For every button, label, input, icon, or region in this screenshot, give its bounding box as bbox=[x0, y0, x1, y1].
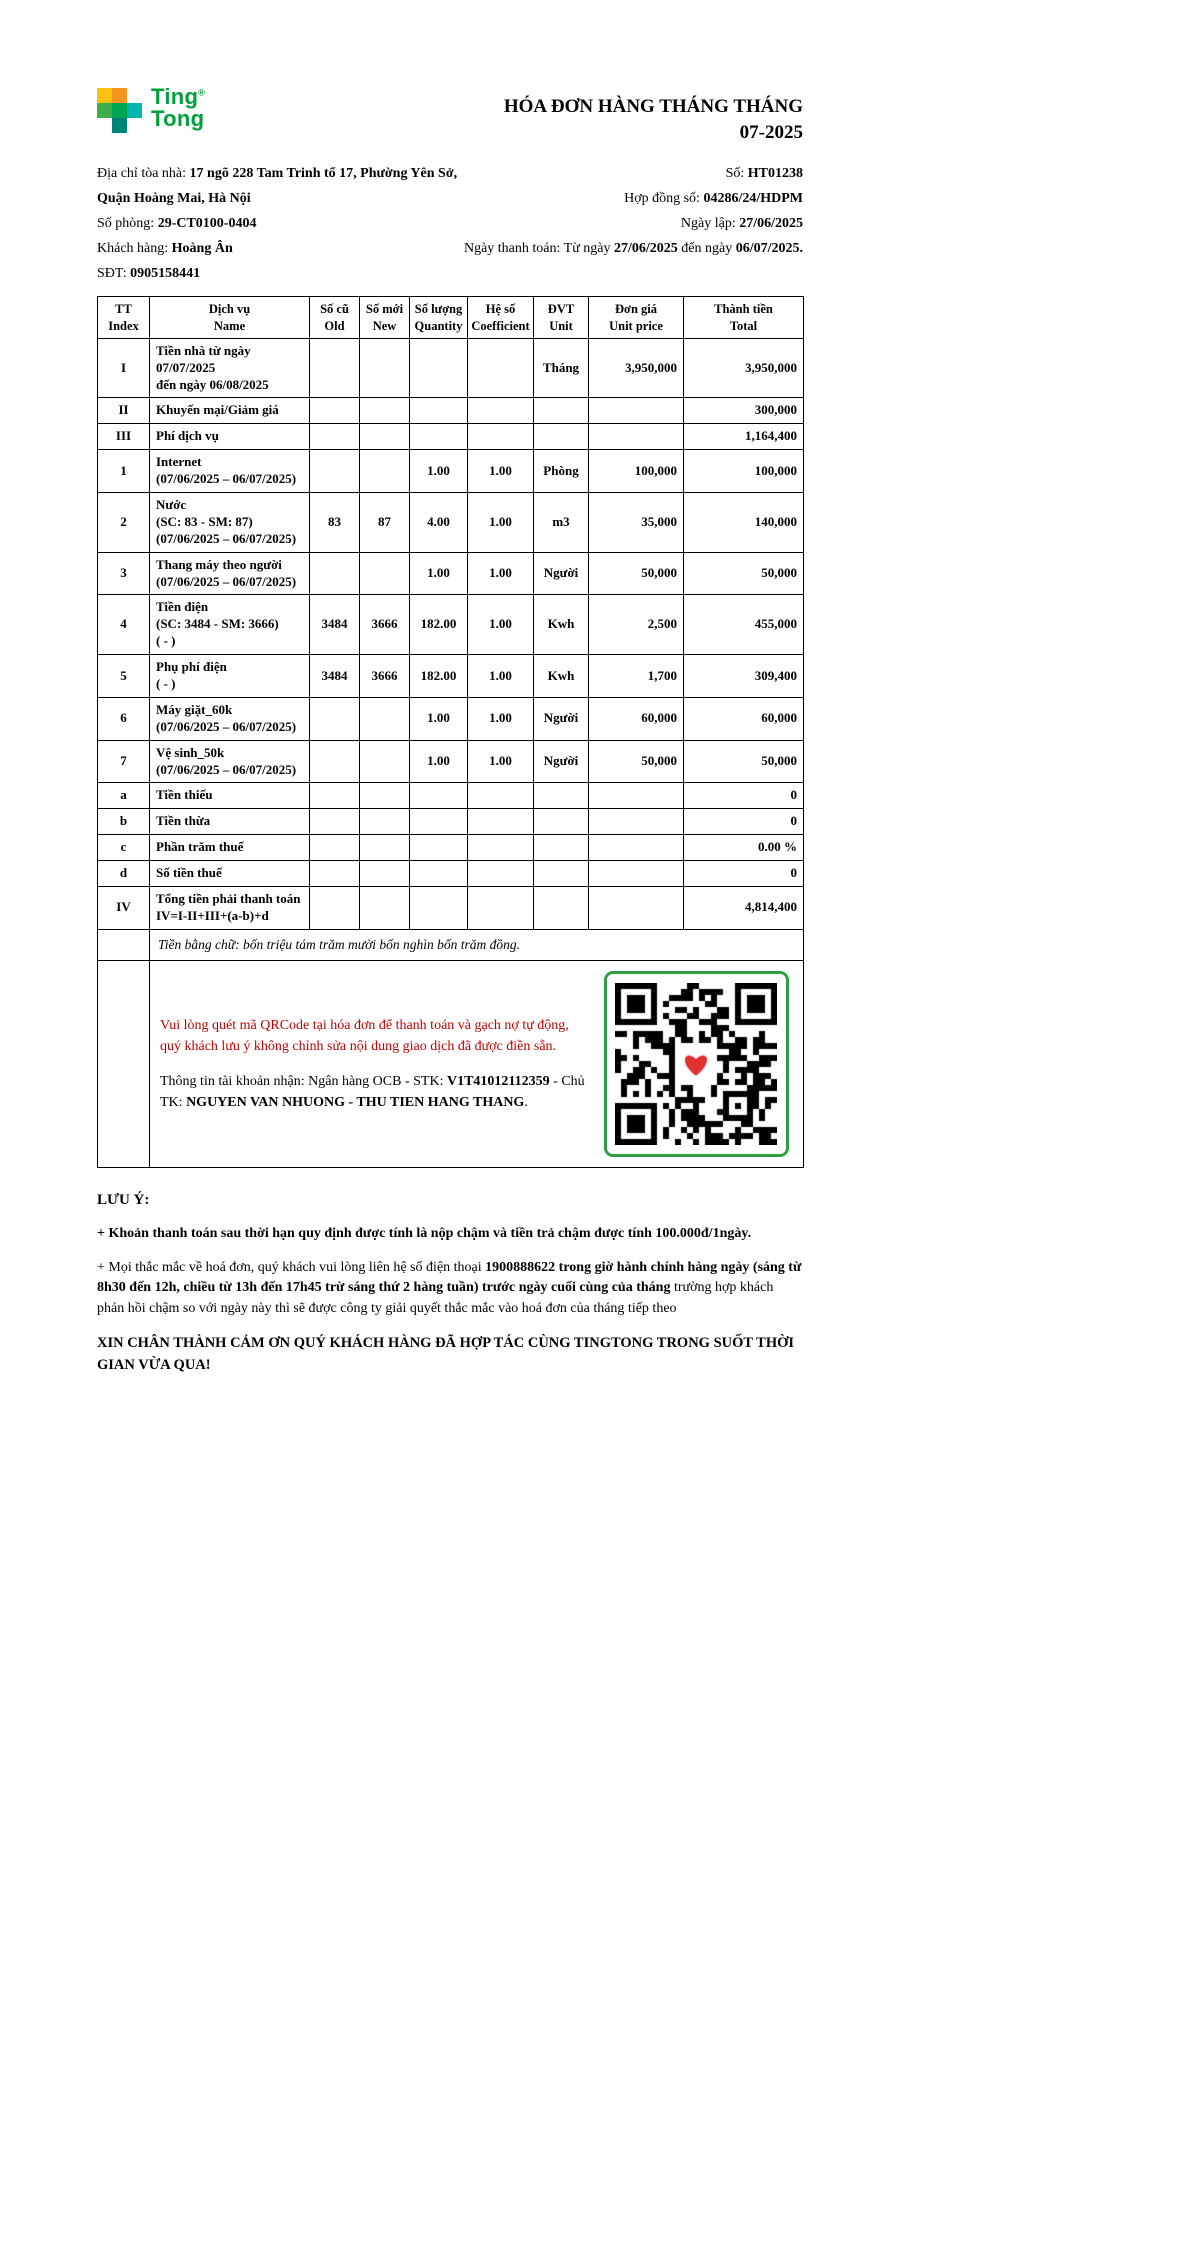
cell-qty: 1.00 bbox=[410, 740, 468, 783]
invoice-page bbox=[97, 86, 803, 1376]
cell-qty bbox=[410, 338, 468, 398]
invoice-info bbox=[97, 161, 803, 286]
phone-number: SĐT: 0905158441 bbox=[97, 266, 201, 282]
cell-old bbox=[310, 450, 360, 493]
cell-new bbox=[360, 552, 410, 595]
table-row bbox=[98, 861, 804, 887]
cell-qty bbox=[410, 861, 468, 887]
cell-name: Tiền điện (SC: 3484 - SM: 3666) ( - ) bbox=[150, 595, 310, 655]
column-header: Số lượng Quantity bbox=[410, 297, 468, 339]
cell-qty bbox=[410, 835, 468, 861]
cell-new bbox=[360, 783, 410, 809]
late-payment-note: + Khoản thanh toán sau thời hạn quy định được tính là nộp chậm và tiền trả chậm được tính 100.000đ/1ngày. bbox=[97, 1225, 752, 1241]
table-row bbox=[98, 398, 804, 424]
cell-unit bbox=[534, 861, 589, 887]
cell-name: Số tiền thuế bbox=[150, 861, 310, 887]
cell-old bbox=[310, 338, 360, 398]
cell-price: 1,700 bbox=[589, 655, 684, 698]
cell-qty bbox=[410, 398, 468, 424]
cell-coeff bbox=[468, 338, 534, 398]
cell-name: Phần trăm thuế bbox=[150, 835, 310, 861]
cell-new bbox=[360, 740, 410, 783]
logo-pixel bbox=[127, 103, 142, 118]
cell-price: 35,000 bbox=[589, 493, 684, 553]
cell-name: Phụ phí điện ( - ) bbox=[150, 655, 310, 698]
cell-total: 50,000 bbox=[684, 552, 804, 595]
cell-idx: I bbox=[98, 338, 150, 398]
column-header: Số cũ Old bbox=[310, 297, 360, 339]
cell-total: 309,400 bbox=[684, 655, 804, 698]
column-header: Số mới New bbox=[360, 297, 410, 339]
cell-price bbox=[589, 809, 684, 835]
cell-coeff bbox=[468, 398, 534, 424]
amount-in-words-cell bbox=[150, 929, 804, 960]
cell-old bbox=[310, 887, 360, 930]
cell-old: 3484 bbox=[310, 655, 360, 698]
cell-old bbox=[310, 697, 360, 740]
cell-total: 60,000 bbox=[684, 697, 804, 740]
invoice-footer bbox=[97, 1192, 803, 1377]
cell-coeff bbox=[468, 424, 534, 450]
cell-total: 0 bbox=[684, 861, 804, 887]
cell-name: Nước (SC: 83 - SM: 87) (07/06/2025 – 06/07/2025) bbox=[150, 493, 310, 553]
table-row bbox=[98, 835, 804, 861]
cell-total: 0 bbox=[684, 783, 804, 809]
column-header: TT Index bbox=[98, 297, 150, 339]
qr-row bbox=[98, 960, 804, 1167]
tingtong-logo-icon bbox=[97, 88, 142, 133]
invoice-table bbox=[97, 296, 804, 1167]
cell-name: Tiền nhà từ ngày 07/07/2025 đến ngày 06/08/2025 bbox=[150, 338, 310, 398]
cell-idx: 6 bbox=[98, 697, 150, 740]
amount-in-words: Tiền bằng chữ: bốn triệu tám trăm mười bốn nghìn bốn trăm đồng. bbox=[158, 936, 521, 952]
invoice-meta bbox=[403, 161, 803, 261]
cell-qty: 1.00 bbox=[410, 697, 468, 740]
cell-idx bbox=[98, 960, 150, 1167]
cell-old bbox=[310, 740, 360, 783]
cell-price: 2,500 bbox=[589, 595, 684, 655]
cell-name: Internet (07/06/2025 – 06/07/2025) bbox=[150, 450, 310, 493]
cell-idx: 7 bbox=[98, 740, 150, 783]
cell-name: Tiền thiếu bbox=[150, 783, 310, 809]
cell-old bbox=[310, 783, 360, 809]
qr-code-canvas bbox=[615, 983, 777, 1145]
customer-name: Khách hàng: Hoàng Ân bbox=[97, 241, 233, 257]
cell-coeff: 1.00 bbox=[468, 655, 534, 698]
cell-idx: IV bbox=[98, 887, 150, 930]
cell-name: Vệ sinh_50k (07/06/2025 – 06/07/2025) bbox=[150, 740, 310, 783]
cell-name: Tổng tiền phải thanh toán IV=I-II+III+(a-b)+d bbox=[150, 887, 310, 930]
cell-new bbox=[360, 424, 410, 450]
cell-new bbox=[360, 697, 410, 740]
cell-new bbox=[360, 398, 410, 424]
cell-total: 3,950,000 bbox=[684, 338, 804, 398]
logo-pixel bbox=[112, 88, 127, 103]
cell-old bbox=[310, 552, 360, 595]
cell-idx: a bbox=[98, 783, 150, 809]
cell-price: 50,000 bbox=[589, 740, 684, 783]
cell-price: 100,000 bbox=[589, 450, 684, 493]
payment-period: Ngày thanh toán: Từ ngày 27/06/2025 đến ngày 06/07/2025. bbox=[463, 241, 803, 257]
cell-new: 3666 bbox=[360, 655, 410, 698]
cell-price bbox=[589, 424, 684, 450]
account-info: Thông tin tài khoản nhận: Ngân hàng OCB - STK: V1T41012112359 - Chủ TK: NGUYEN VAN NHUONG - THU TIEN HANG THANG. bbox=[160, 1073, 585, 1110]
table-body bbox=[98, 338, 804, 929]
cell-price: 3,950,000 bbox=[589, 338, 684, 398]
cell-unit bbox=[534, 398, 589, 424]
cell-unit bbox=[534, 783, 589, 809]
cell-idx: III bbox=[98, 424, 150, 450]
logo-pixel bbox=[112, 103, 127, 118]
cell-total: 140,000 bbox=[684, 493, 804, 553]
amount-in-words-row bbox=[98, 929, 804, 960]
cell-coeff: 1.00 bbox=[468, 450, 534, 493]
cell-qty bbox=[410, 424, 468, 450]
cell-name: Máy giặt_60k (07/06/2025 – 06/07/2025) bbox=[150, 697, 310, 740]
tingtong-logo bbox=[97, 86, 205, 133]
cell-total: 0.00 % bbox=[684, 835, 804, 861]
cell-new bbox=[360, 835, 410, 861]
cell-old bbox=[310, 424, 360, 450]
cell-qty bbox=[410, 809, 468, 835]
cell-name: Tiền thừa bbox=[150, 809, 310, 835]
cell-idx: 4 bbox=[98, 595, 150, 655]
cell-old: 83 bbox=[310, 493, 360, 553]
column-header: Dịch vụ Name bbox=[150, 297, 310, 339]
cell-coeff bbox=[468, 835, 534, 861]
cell-new: 3666 bbox=[360, 595, 410, 655]
table-row bbox=[98, 493, 804, 553]
logo-pixel bbox=[97, 103, 112, 118]
cell-total: 1,164,400 bbox=[684, 424, 804, 450]
cell-coeff bbox=[468, 861, 534, 887]
cell-name: Thang máy theo người (07/06/2025 – 06/07/2025) bbox=[150, 552, 310, 595]
cell-idx: b bbox=[98, 809, 150, 835]
table-header bbox=[98, 297, 804, 339]
cell-price bbox=[589, 835, 684, 861]
column-header: Hệ số Coefficient bbox=[468, 297, 534, 339]
room-number: Số phòng: 29-CT0100-0404 bbox=[97, 216, 257, 232]
cell-qty bbox=[410, 887, 468, 930]
cell-unit: Phòng bbox=[534, 450, 589, 493]
cell-price: 50,000 bbox=[589, 552, 684, 595]
cell-total: 0 bbox=[684, 809, 804, 835]
cell-coeff bbox=[468, 887, 534, 930]
cell-coeff: 1.00 bbox=[468, 740, 534, 783]
invoice-title: HÓA ĐƠN HÀNG THÁNG THÁNG 07-2025 bbox=[503, 96, 803, 143]
invoice-number: Số: HT01238 bbox=[725, 166, 803, 182]
cell-total: 50,000 bbox=[684, 740, 804, 783]
table-row bbox=[98, 424, 804, 450]
table-row bbox=[98, 740, 804, 783]
cell-total: 300,000 bbox=[684, 398, 804, 424]
cell-idx: 2 bbox=[98, 493, 150, 553]
registered-mark-icon: ® bbox=[198, 87, 206, 98]
payment-instructions bbox=[160, 1015, 590, 1113]
cell-new bbox=[360, 809, 410, 835]
cell-unit bbox=[534, 887, 589, 930]
cell-unit bbox=[534, 835, 589, 861]
cell-unit bbox=[534, 809, 589, 835]
table-row bbox=[98, 809, 804, 835]
cell-qty: 182.00 bbox=[410, 595, 468, 655]
cell-coeff bbox=[468, 809, 534, 835]
cell-qty: 1.00 bbox=[410, 552, 468, 595]
cell-qty bbox=[410, 783, 468, 809]
cell-idx bbox=[98, 929, 150, 960]
table-row bbox=[98, 655, 804, 698]
table-row bbox=[98, 595, 804, 655]
table-row bbox=[98, 338, 804, 398]
cell-total: 4,814,400 bbox=[684, 887, 804, 930]
cell-new: 87 bbox=[360, 493, 410, 553]
building-address: Địa chỉ tòa nhà: 17 ngõ 228 Tam Trinh tổ 17, Phường Yên Sở, Quận Hoàng Mai, Hà Nội bbox=[97, 166, 458, 207]
cell-old: 3484 bbox=[310, 595, 360, 655]
cell-old bbox=[310, 861, 360, 887]
qr-cell bbox=[150, 960, 804, 1167]
column-header: ĐVT Unit bbox=[534, 297, 589, 339]
cell-price bbox=[589, 861, 684, 887]
cell-unit: Kwh bbox=[534, 655, 589, 698]
cell-idx: 3 bbox=[98, 552, 150, 595]
cell-name: Khuyến mại/Giảm giá bbox=[150, 398, 310, 424]
cell-idx: 1 bbox=[98, 450, 150, 493]
cell-unit: Người bbox=[534, 740, 589, 783]
cell-coeff bbox=[468, 783, 534, 809]
cell-coeff: 1.00 bbox=[468, 595, 534, 655]
cell-idx: II bbox=[98, 398, 150, 424]
table-row bbox=[98, 697, 804, 740]
notes-heading: LƯU Ý: bbox=[97, 1191, 150, 1208]
cell-idx: 5 bbox=[98, 655, 150, 698]
thank-you-note: XIN CHÂN THÀNH CẢM ƠN QUÝ KHÁCH HÀNG ĐÃ HỢP TÁC CÙNG TINGTONG TRONG SUỐT THỜI GIAN VỪA QUA! bbox=[97, 1334, 795, 1373]
cell-unit: Tháng bbox=[534, 338, 589, 398]
column-header: Đơn giá Unit price bbox=[589, 297, 684, 339]
cell-coeff: 1.00 bbox=[468, 493, 534, 553]
table-row bbox=[98, 783, 804, 809]
cell-price bbox=[589, 783, 684, 809]
cell-new bbox=[360, 861, 410, 887]
cell-coeff: 1.00 bbox=[468, 552, 534, 595]
cell-qty: 182.00 bbox=[410, 655, 468, 698]
contact-note: + Mọi thắc mắc về hoá đơn, quý khách vui lòng liên hệ số điện thoại 1900888622 trong giờ hành chính hàng ngày (sáng từ 8h30 đến 12h, chiều từ 13h đến 17h45 trừ sáng thứ 2 hàng tuần) trước ngày cuối cùng của tháng trường hợp khách phản hồi chậm so với ngày này thì sẽ được công ty giải quyết thắc mắc vào hoá đơn của tháng tiếp theo bbox=[97, 1260, 802, 1316]
issue-date: Ngày lập: 27/06/2025 bbox=[680, 216, 803, 232]
cell-new bbox=[360, 887, 410, 930]
cell-old bbox=[310, 809, 360, 835]
cell-unit: Người bbox=[534, 697, 589, 740]
cell-price bbox=[589, 398, 684, 424]
logo-pixel bbox=[97, 88, 112, 103]
qr-code bbox=[604, 971, 789, 1157]
cell-total: 100,000 bbox=[684, 450, 804, 493]
cell-new bbox=[360, 450, 410, 493]
table-row bbox=[98, 887, 804, 930]
cell-qty: 4.00 bbox=[410, 493, 468, 553]
table-row bbox=[98, 450, 804, 493]
cell-idx: c bbox=[98, 835, 150, 861]
cell-new bbox=[360, 338, 410, 398]
cell-price bbox=[589, 887, 684, 930]
table-row bbox=[98, 552, 804, 595]
cell-unit: Người bbox=[534, 552, 589, 595]
cell-unit bbox=[534, 424, 589, 450]
cell-unit: m3 bbox=[534, 493, 589, 553]
logo-pixel bbox=[112, 118, 127, 133]
cell-idx: d bbox=[98, 861, 150, 887]
cell-unit: Kwh bbox=[534, 595, 589, 655]
cell-total: 455,000 bbox=[684, 595, 804, 655]
column-header: Thành tiền Total bbox=[684, 297, 804, 339]
cell-price: 60,000 bbox=[589, 697, 684, 740]
invoice-header bbox=[97, 86, 803, 145]
cell-name: Phí dịch vụ bbox=[150, 424, 310, 450]
cell-old bbox=[310, 835, 360, 861]
cell-qty: 1.00 bbox=[410, 450, 468, 493]
tingtong-logo-text: Ting® Tong bbox=[151, 84, 206, 131]
cell-coeff: 1.00 bbox=[468, 697, 534, 740]
qr-payment-note: Vui lòng quét mã QRCode tại hóa đơn để thanh toán và gạch nợ tự động, quý khách lưu ý không chỉnh sửa nội dung giao dịch đã được điền sẵn. bbox=[160, 1017, 569, 1054]
contract-number: Hợp đồng số: 04286/24/HDPM bbox=[624, 191, 803, 207]
cell-old bbox=[310, 398, 360, 424]
